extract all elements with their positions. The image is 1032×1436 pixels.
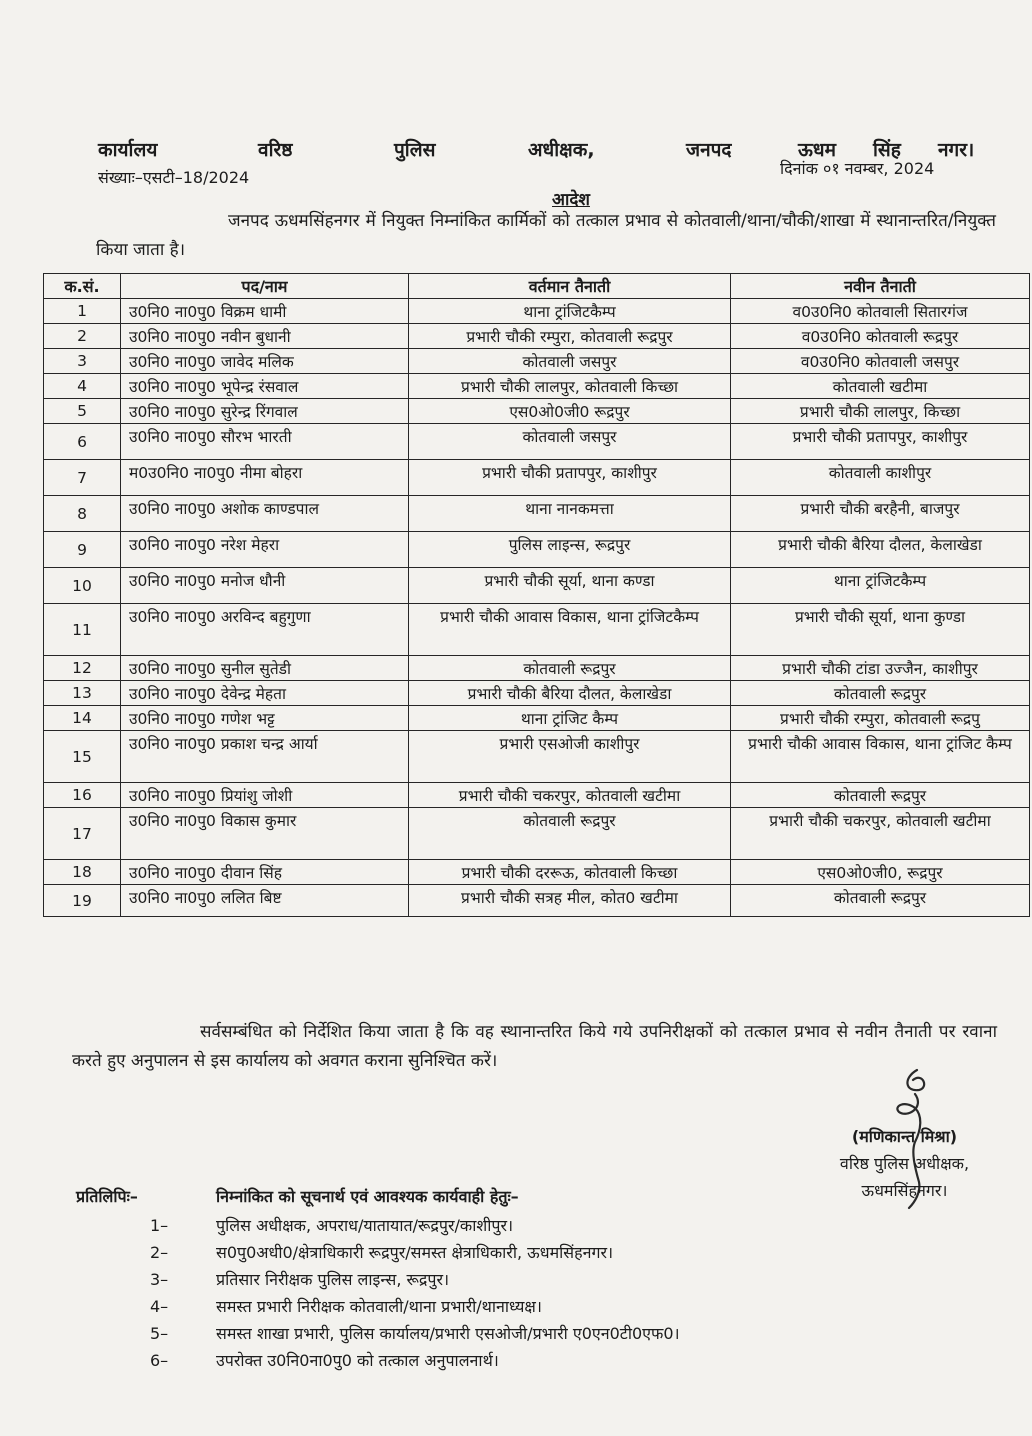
table-row [44,706,1030,731]
signatory-district: ऊधमसिंहनगर। [861,1181,948,1200]
new-posting-cell: प्रभारी चौकी आवास विकास, थाना ट्रांजिट कैम्प [731,731,1030,783]
office-word: अधीक्षक, [528,139,595,161]
new-posting-cell: व0उ0नि0 कोतवाली रूद्रपुर [731,324,1030,349]
new-posting-cell: कोतवाली काशीपुर [731,460,1030,496]
copy-item-text: समस्त शाखा प्रभारी, पुलिस कार्यालय/प्रभारी एसओजी/प्रभारी ए0एन0टी0एफ0। [216,1324,680,1343]
current-posting-cell: कोतवाली रूद्रपुर [409,808,731,860]
office-word: ऊधम [798,139,836,161]
order-heading: आदेश [552,190,590,210]
current-posting-cell: कोतवाली जसपुर [409,349,731,374]
post-name-cell: उ0नि0 ना0पु0 अशोक काण्डपाल [121,496,409,532]
col-header-post-name: पद/नाम [121,274,409,299]
post-name-cell: उ0नि0 ना0पु0 मनोज धौनी [121,568,409,604]
current-posting-cell: थाना ट्रांजिट कैम्प [409,706,731,731]
current-posting-cell: प्रभारी एसओजी काशीपुर [409,731,731,783]
serial-cell: 18 [44,860,121,885]
serial-cell: 15 [44,731,121,783]
copy-item-text: स0पु0अधी0/क्षेत्राधिकारी रूद्रपुर/समस्त क्षेत्राधिकारी, ऊधमसिंहनगर। [216,1243,614,1262]
serial-cell: 3 [44,349,121,374]
new-posting-cell: कोतवाली खटीमा [731,374,1030,399]
new-posting-cell: प्रभारी चौकी बरहैनी, बाजपुर [731,496,1030,532]
post-name-cell: उ0नि0 ना0पु0 नवीन बुधानी [121,324,409,349]
serial-cell: 4 [44,374,121,399]
col-header-new-posting: नवीन तैनाती [731,274,1030,299]
new-posting-cell: थाना ट्रांजिटकैम्प [731,568,1030,604]
post-name-cell: उ0नि0 ना0पु0 भूपेन्द्र रंसवाल [121,374,409,399]
post-name-cell: उ0नि0 ना0पु0 विक्रम धामी [121,299,409,324]
post-name-cell: उ0नि0 ना0पु0 प्रकाश चन्द्र आर्या [121,731,409,783]
table-row [44,604,1030,656]
post-name-cell: उ0नि0 ना0पु0 जावेद मलिक [121,349,409,374]
post-name-cell: उ0नि0 ना0पु0 सौरभ भारती [121,424,409,460]
new-posting-cell: कोतवाली रूद्रपुर [731,885,1030,917]
copy-item-text: समस्त प्रभारी निरीक्षक कोतवाली/थाना प्रभारी/थानाध्यक्ष। [216,1297,542,1316]
serial-cell: 5 [44,399,121,424]
current-posting-cell: प्रभारी चौकी रम्पुरा, कोतवाली रूद्रपुर [409,324,731,349]
current-posting-cell: पुलिस लाइन्स, रूद्रपुर [409,532,731,568]
post-name-cell: उ0नि0 ना0पु0 दीवान सिंह [121,860,409,885]
serial-cell: 11 [44,604,121,656]
copy-to-item [150,1266,910,1293]
office-word: सिंह [873,139,901,161]
copy-to-list [150,1212,910,1374]
table-row [44,349,1030,374]
table-row [44,731,1030,783]
table-row [44,681,1030,706]
new-posting-cell: प्रभारी चौकी प्रतापपुर, काशीपुर [731,424,1030,460]
post-name-cell: उ0नि0 ना0पु0 गणेश भट्ट [121,706,409,731]
post-name-cell: उ0नि0 ना0पु0 नरेश मेहरा [121,532,409,568]
table-row [44,424,1030,460]
new-posting-cell: प्रभारी चौकी बैरिया दौलत, केलाखेडा [731,532,1030,568]
table-row [44,532,1030,568]
copy-item-number: 1– [150,1216,169,1235]
signatory-name: (मणिकान्त मिश्रा) [851,1127,958,1146]
signature-block [812,1123,997,1204]
post-name-cell: उ0नि0 ना0पु0 प्रियांशु जोशी [121,783,409,808]
table-row [44,399,1030,424]
new-posting-cell: व0उ0नि0 कोतवाली जसपुर [731,349,1030,374]
table-row [44,783,1030,808]
current-posting-cell: प्रभारी चौकी दररूऊ, कोतवाली किच्छा [409,860,731,885]
office-word: पुलिस [394,139,436,161]
table-header-row [44,274,1030,299]
current-posting-cell: थाना नानकमत्ता [409,496,731,532]
post-name-cell: म0उ0नि0 ना0पु0 नीमा बोहरा [121,460,409,496]
office-word: जनपद [686,139,732,161]
table-row [44,568,1030,604]
current-posting-cell: प्रभारी चौकी बैरिया दौलत, केलाखेडा [409,681,731,706]
serial-cell: 13 [44,681,121,706]
copy-to-label: प्रतिलिपिः– [76,1187,138,1206]
new-posting-cell: प्रभारी चौकी टांडा उज्जैन, काशीपुर [731,656,1030,681]
current-posting-cell: कोतवाली जसपुर [409,424,731,460]
serial-cell: 6 [44,424,121,460]
new-posting-cell: प्रभारी चौकी चकरपुर, कोतवाली खटीमा [731,808,1030,860]
new-posting-cell: प्रभारी चौकी रम्पुरा, कोतवाली रूद्रपु [731,706,1030,731]
serial-cell: 9 [44,532,121,568]
table-row [44,656,1030,681]
new-posting-cell: प्रभारी चौकी लालपुर, किच्छा [731,399,1030,424]
new-posting-cell: व0उ0नि0 कोतवाली सितारगंज [731,299,1030,324]
serial-cell: 7 [44,460,121,496]
serial-cell: 10 [44,568,121,604]
post-name-cell: उ0नि0 ना0पु0 अरविन्द बहुगुणा [121,604,409,656]
postings-table-body [44,299,1030,917]
new-posting-cell: कोतवाली रूद्रपुर [731,783,1030,808]
post-name-cell: उ0नि0 ना0पु0 ललित बिष्ट [121,885,409,917]
current-posting-cell: एस0ओ0जी0 रूद्रपुर [409,399,731,424]
current-posting-cell: प्रभारी चौकी सत्रह मील, कोत0 खटीमा [409,885,731,917]
serial-cell: 17 [44,808,121,860]
table-row [44,299,1030,324]
new-posting-cell: प्रभारी चौकी सूर्या, थाना कुण्डा [731,604,1030,656]
serial-cell: 19 [44,885,121,917]
copy-item-number: 4– [150,1297,169,1316]
copy-to-item [150,1320,910,1347]
order-intro: जनपद ऊधमसिंहनगर में नियुक्त निम्नांकित कार्मिकों को तत्काल प्रभाव से कोतवाली/थाना/चौकी/शाखा में स्थानान्तरित/नियुक्त किया जाता है। [96,211,996,260]
serial-cell: 12 [44,656,121,681]
office-word: कार्यालय [98,139,158,161]
table-row [44,496,1030,532]
serial-cell: 1 [44,299,121,324]
copy-to-item [150,1347,910,1374]
current-posting-cell: प्रभारी चौकी चकरपुर, कोतवाली खटीमा [409,783,731,808]
current-posting-cell: प्रभारी चौकी सूर्या, थाना कण्डा [409,568,731,604]
serial-cell: 16 [44,783,121,808]
serial-cell: 14 [44,706,121,731]
table-row [44,324,1030,349]
col-header-current-posting: वर्तमान तैनाती [409,274,731,299]
copy-to-item [150,1212,910,1239]
signatory-designation: वरिष्ठ पुलिस अधीक्षक, [839,1154,970,1173]
copy-item-text: प्रतिसार निरीक्षक पुलिस लाइन्स, रूद्रपुर। [216,1270,450,1289]
copy-item-number: 2– [150,1243,169,1262]
copy-item-number: 6– [150,1351,169,1370]
table-row [44,885,1030,917]
current-posting-cell: प्रभारी चौकी प्रतापपुर, काशीपुर [409,460,731,496]
current-posting-cell: प्रभारी चौकी लालपुर, कोतवाली किच्छा [409,374,731,399]
new-posting-cell: कोतवाली रूद्रपुर [731,681,1030,706]
serial-cell: 8 [44,496,121,532]
closing-instruction: सर्वसम्बंधित को निर्देशित किया जाता है कि वह स्थानान्तरित किये गये उपनिरीक्षकों को तत्काल प्रभाव से नवीन तैनाती पर रवाना करते हुए अनुपालन से इस कार्यालय को अवगत कराना सुनिश्चित करें। [72,1022,997,1071]
post-name-cell: उ0नि0 ना0पु0 विकास कुमार [121,808,409,860]
col-header-serial: क.सं. [44,274,121,299]
table-row [44,374,1030,399]
table-row [44,808,1030,860]
office-word: वरिष्ठ [258,139,293,161]
serial-cell: 2 [44,324,121,349]
post-name-cell: उ0नि0 ना0पु0 देवेन्द्र मेहता [121,681,409,706]
copy-to-item [150,1239,910,1266]
table-row [44,460,1030,496]
copy-item-text: पुलिस अधीक्षक, अपराध/यातायात/रूद्रपुर/काशीपुर। [216,1216,514,1235]
new-posting-cell: एस0ओ0जी0, रूद्रपुर [731,860,1030,885]
postings-table [43,273,1030,917]
reference-number: संख्याः–एसटी–18/2024 [98,168,250,187]
copy-to-item [150,1293,910,1320]
current-posting-cell: प्रभारी चौकी आवास विकास, थाना ट्रांजिटकैम्प [409,604,731,656]
current-posting-cell: कोतवाली रूद्रपुर [409,656,731,681]
copy-to-heading: निम्नांकित को सूचनार्थ एवं आवश्यक कार्यवाही हेतुः– [216,1187,519,1206]
table-row [44,860,1030,885]
copy-item-text: उपरोक्त उ0नि0ना0पु0 को तत्काल अनुपालनार्थ। [216,1351,499,1370]
copy-item-number: 3– [150,1270,169,1289]
copy-item-number: 5– [150,1324,169,1343]
post-name-cell: उ0नि0 ना0पु0 सुनील सुतेडी [121,656,409,681]
current-posting-cell: थाना ट्रांजिटकैम्प [409,299,731,324]
order-date: दिनांक ०१ नवम्बर, 2024 [780,159,935,178]
office-word: नगर। [938,139,975,161]
post-name-cell: उ0नि0 ना0पु0 सुरेन्द्र रिंगवाल [121,399,409,424]
